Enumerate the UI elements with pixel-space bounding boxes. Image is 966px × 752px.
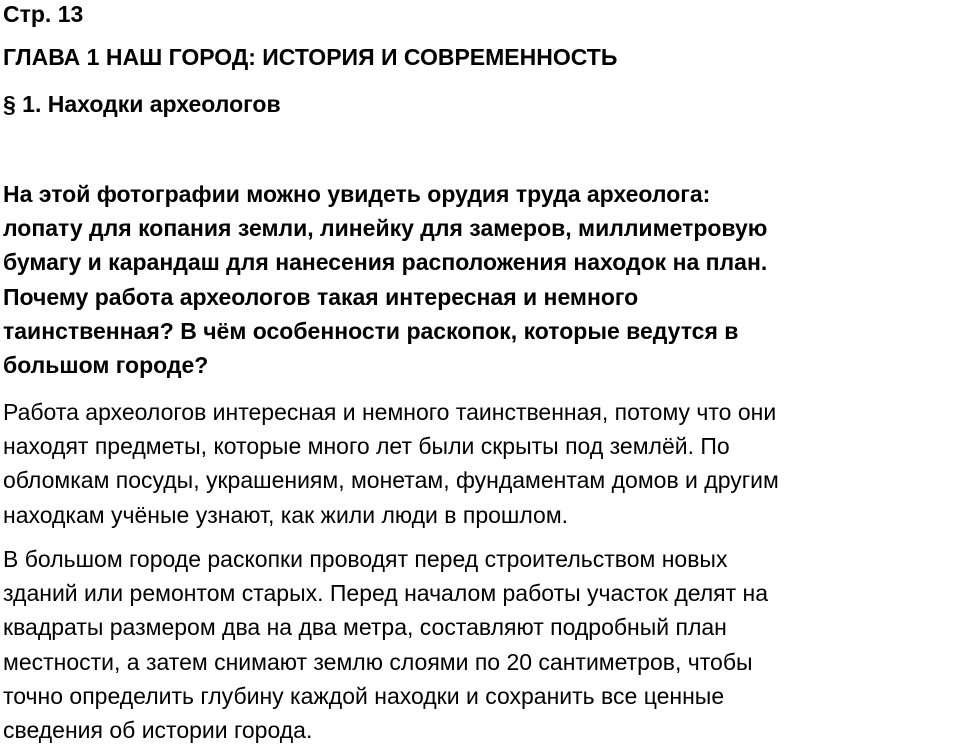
answer-line: квадраты размером два на два метра, составляют подробный план	[3, 614, 727, 641]
answer-line: точно определить глубину каждой находки и сохранить все ценные	[3, 682, 725, 709]
answer-line: В большом городе раскопки проводят перед строительством новых	[3, 546, 728, 572]
question-line: бумагу и карандаш для нанесения расположения находок на план.	[3, 249, 768, 276]
answer-paragraph-1	[3, 395, 963, 532]
answer-paragraph-2	[3, 542, 963, 747]
page-number: Стр. 13	[3, 1, 84, 27]
question-line: лопату для копания земли, линейку для замеров, миллиметровую	[3, 215, 768, 242]
section-title: § 1. Находки археологов	[3, 91, 281, 117]
answer-line: находкам учёные узнают, как жили люди в прошлом.	[3, 501, 569, 528]
answer-line: обломкам посуды, украшениям, монетам, фундаментам домов и другим	[3, 467, 779, 494]
answer-line: находят предметы, которые много лет были скрыты под землёй. По	[3, 433, 730, 460]
question-line: большом городе?	[3, 352, 209, 379]
question-line: На этой фотографии можно увидеть орудия труда археолога:	[3, 181, 711, 207]
answer-line: сведения об истории города.	[3, 717, 313, 744]
answer-line: местности, а затем снимают землю слоями по 20 сантиметров, чтобы	[3, 648, 753, 675]
answer-line: зданий или ремонтом старых. Перед началом работы участок делят на	[3, 580, 769, 607]
answer-line: Работа археологов интересная и немного таинственная, потому что они	[3, 399, 777, 425]
question-paragraph	[3, 177, 963, 382]
chapter-title: ГЛАВА 1 НАШ ГОРОД: ИСТОРИЯ И СОВРЕМЕННОСТЬ	[3, 44, 618, 70]
question-line: таинственная? В чём особенности раскопок, которые ведутся в	[3, 317, 739, 344]
question-line: Почему работа археологов такая интересная и немного	[3, 283, 639, 310]
